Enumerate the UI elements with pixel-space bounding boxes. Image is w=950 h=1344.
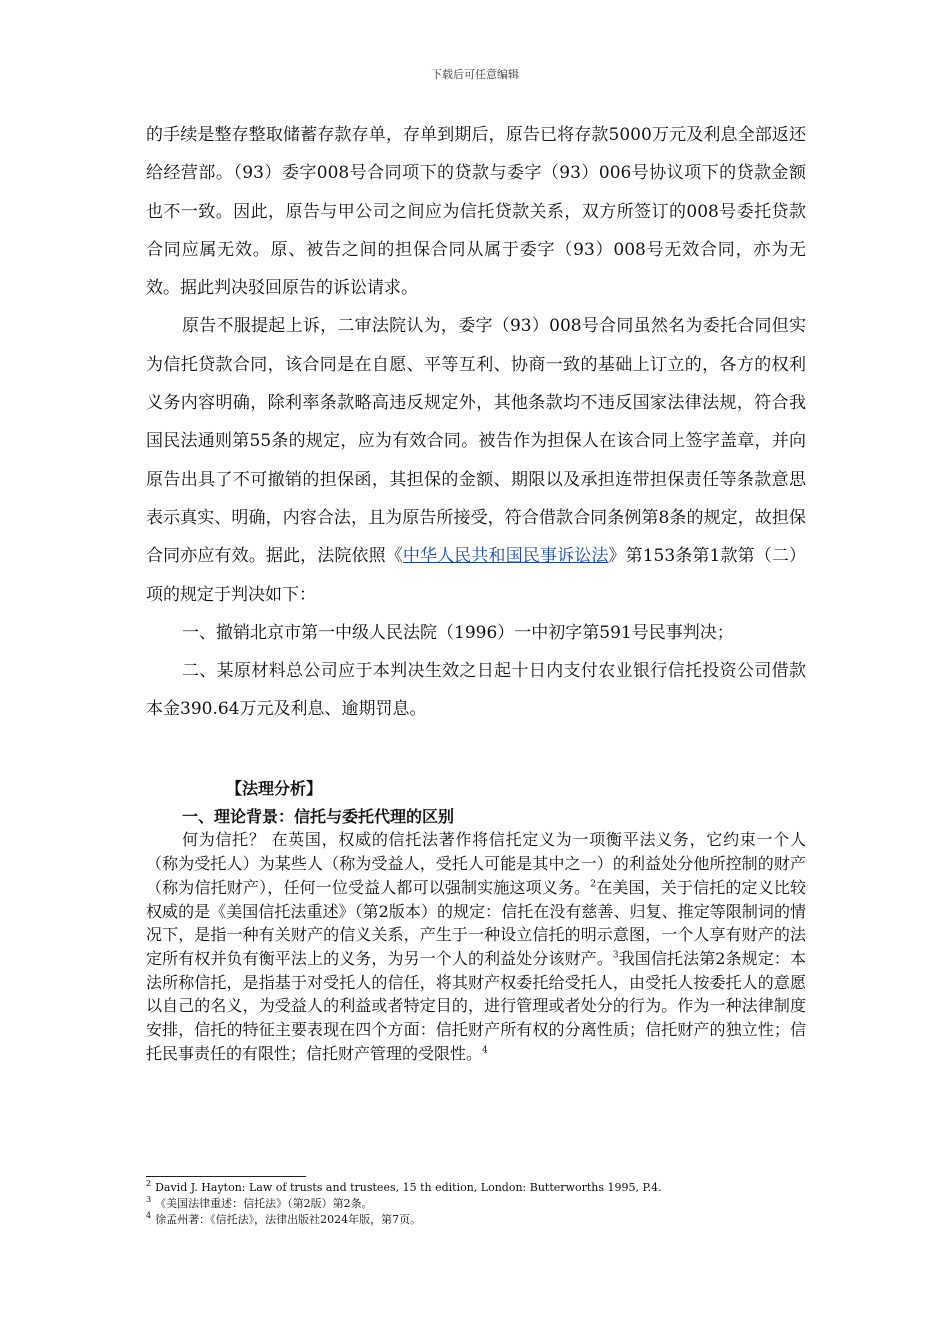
civil-procedure-law-link[interactable]: 中华人民共和国民事诉讼法 — [402, 546, 609, 567]
analysis-body-2: 在美国，关于信托的定义比较权威的是《美国信托法重述》（第2版本）的规定：信托在没有慈善、归复、推定等限制词的情况下，是指一种有关财产的信义关系，产生于一种设立信托的明示意图，一个人享有财产的法定所有权并负有衡平法上的义务，为另一个人的利益处分该财产。 — [146, 877, 806, 968]
footnote-text: 《美国法律重述：信托法》（第2版）第2条。 — [155, 1197, 373, 1210]
judgment-text — [146, 116, 806, 729]
footnote-4 — [146, 1212, 826, 1228]
footnote-ref-3[interactable]: 3 — [612, 950, 619, 961]
page-header: 下载后可任意编辑 — [431, 68, 519, 81]
footnote-text: David J. Hayton: Law of trusts and trustees, 15 th edition, London: Butterworths 1995, P.4. — [155, 1181, 662, 1194]
analysis-body — [146, 828, 806, 1065]
footnote-number: 3 — [146, 1195, 152, 1205]
footnote-ref-4[interactable]: 4 — [482, 1045, 488, 1056]
paragraph-3: 一、撤销北京市第一中级人民法院（1996）一中初字第591号民事判决； — [182, 622, 734, 643]
legal-analysis-section — [146, 777, 806, 1065]
analysis-heading: 【法理分析】 — [226, 779, 323, 798]
footnote-2 — [146, 1180, 826, 1196]
analysis-body-3: 我国信托法第2条规定：本法所称信托，是指基于对受托人的信任，将其财产权委托给受托人，由受托人按委托人的意愿以自己的名义，为受益人的利益或者特定目的，进行管理或者处分的行为。作为一种法律制度安排，信托的特征主要表现在四个方面：信托财产所有权的分离性质；信托财产的独立性；信托民事责任的有限性；信托财产管理的受限性。 — [146, 948, 806, 1063]
footnotes — [146, 1180, 826, 1228]
footnote-divider — [146, 1176, 306, 1177]
footnote-text: 徐孟州著：《信托法》，法律出版社2024年版，第7页。 — [155, 1213, 422, 1226]
paragraph-2-text-a: 原告不服提起上诉，二审法院认为，委字（93）008号合同虽然名为委托合同但实为信托贷款合同，该合同是在自愿、平等互利、协商一致的基础上订立的，各方的权利义务内容明确，除利率条款略高违反规定外，其他条款均不违反国家法律法规，符合我国民法通则第55条的规定，应为有效合同。被告作为担保人在该合同上签字盖章，并向原告出具了不可撤销的担保函，其担保的金额、期限以及承担连带担保责任等条款意思表示真实、明确，内容合法，且为原告所接受，符合借款合同条例第8条的规定，故担保合同亦应有效。据此，法院依照《 — [146, 316, 806, 567]
paragraph-2 — [146, 307, 806, 613]
analysis-body-1: 何为信托？ 在英国，权威的信托法著作将信托定义为一项衡平法义务，它约束一个人（称为受托人）为某些人（称为受益人，受托人可能是其中之一）的利益处分他所控制的财产（称为信托财产），任何一位受益人都可以强制实施这项义务。 — [146, 830, 806, 897]
analysis-subheading: 一、理论背景：信托与委托代理的区别 — [182, 806, 455, 826]
footnote-number: 2 — [146, 1179, 152, 1189]
footnote-number: 4 — [146, 1211, 152, 1221]
paragraph-1: 的手续是整存整取储蓄存款存单，存单到期后，原告已将存款5000万元及利息全部返还给经营部。（93）委字008号合同项下的贷款与委字（93）006号协议项下的贷款金额也不一致。因此，原告与甲公司之间应为信托贷款关系，双方所签订的008号委托贷款合同应属无效。原、被告之间的担保合同从属于委字（93）008号无效合同，亦为无效。据此判决驳回原告的诉讼请求。 — [146, 125, 806, 299]
paragraph-4: 二、某原材料总公司应于本判决生效之日起十日内支付农业银行信托投资公司借款本金390.64万元及利息、逾期罚息。 — [146, 661, 806, 720]
paragraph-2-text-b: 》第153条第1款第（二）项的规定于判决如下： — [146, 546, 807, 605]
footnote-ref-2[interactable]: 2 — [590, 879, 596, 890]
footnote-3 — [146, 1196, 826, 1212]
